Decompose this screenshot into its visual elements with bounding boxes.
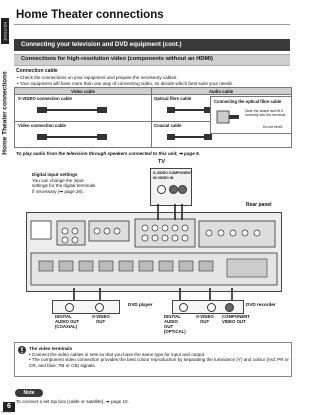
connection-cable-bullet: • Your equipment will have more than one way of connecting video, so decide which best suits your needs. [17,80,234,86]
language-tab [1,18,9,44]
table-header-video [15,88,151,95]
callout-title: Connecting the optical fibre cable [214,99,282,104]
table-divider [15,121,210,122]
tv-component-jack [178,185,187,194]
player-output-label: AUDIO OUT [55,319,80,324]
connection-cable-bullet: • Check the connections on your equipment and prepare the necessary cables. [17,75,178,80]
optical-plug-icon [215,107,243,129]
rear-panel-label: Rear panel [246,202,272,208]
recorder-component-label: COMPONENT [222,314,250,319]
callout-text: correctly into the terminal. [245,113,287,118]
video-terminals-heading: The video terminals [29,345,73,351]
table-cell: S-VIDEO connection cable [18,96,72,101]
video-terminals-box [14,342,292,377]
page-number-label: 6 [7,402,11,410]
table-header-label: Audio cable [208,88,234,94]
section-tab-label: Home Theater connections [1,71,9,155]
language-tab-label: ENGLISH [2,21,8,41]
title-divider [14,24,290,25]
tv-svideo-jack [157,185,166,194]
subsection-bar-label: Connections for high-resolution video (components without an HDMI) [21,56,213,62]
player-coaxial-jack [65,303,74,312]
info-icon [17,345,27,355]
dvd-player-unit [52,300,120,314]
dvd-recorder-unit [172,300,244,314]
tv-component-jack [169,185,178,194]
video-terminals-bullet: CR, and blue: PB or CB) signals. [29,362,96,368]
document-code: RQT7993 [1,411,12,414]
subsection-bar [14,54,290,66]
digital-settings-text: You can change the input [32,177,84,183]
optical-cable-image [167,105,212,115]
digital-settings-title: Digital input settings [32,172,78,177]
video-terminals-bullet: • The component video connection provides the best colour reproduction by separating the luminance (Y) and colour (red: PR or [29,357,289,362]
recorder-svideo-label: S-VIDEO [196,314,214,319]
connection-cable-heading: Connection cable [16,68,58,74]
tv-inputs-label: IN VIDEO IN [153,175,174,180]
dvd-recorder-label: DVD recorder [246,302,276,307]
tv-label: TV [158,159,166,165]
note-badge [15,389,43,397]
table-cell: Video connection cable [18,123,66,128]
recorder-output-label: AUDIO [164,319,178,324]
recorder-svideo-label: OUT [200,319,210,324]
note-label: Note [23,389,35,396]
callout-text: Note the shape and fit it [245,109,283,113]
recorder-component-label: VIDEO OUT [222,319,246,324]
player-svideo-jack [95,303,104,312]
video-cable-image [37,132,107,142]
recorder-output-label: (OPTICAL) [164,329,186,334]
svideo-cable-image [37,105,107,115]
player-svideo-label: S-VIDEO [92,314,110,319]
section-tab [0,58,10,168]
table-header-audio [151,88,291,95]
player-output-label: (COAXIAL) [55,324,78,329]
table-divider [151,88,152,147]
connection-lines [0,196,300,316]
callout-warning: Do not bend! [263,125,283,129]
table-cell: Coaxial cable [154,123,182,128]
video-terminals-bullet: • Connect the video cables in sets so that you have the same type for input and output. [29,351,206,357]
optical-callout [210,96,292,134]
table-header-label: Video cable [71,88,95,94]
player-svideo-label: OUT [96,319,106,324]
page-title: Home Theater connections [16,9,164,21]
recorder-output-label: OUT [164,324,174,329]
recorder-svideo-jack [207,303,216,312]
tv-inputs-label: S-VIDEO COMPONENT [153,171,193,175]
digital-settings-text: if necessary (➡ page 26). [32,188,84,194]
note-text: To connect a set top box (cable or satellite), ➡ page 10. [16,399,129,404]
recorder-component-jack [225,303,234,312]
recorder-output-label: DIGITAL [164,314,181,319]
coaxial-cable-image [167,132,212,142]
digital-settings-text: settings for the digital terminals [32,183,96,188]
player-output-label: DIGITAL [55,314,72,319]
recorder-optical-jack [179,303,188,312]
table-cell: Optical fibre cable [154,96,192,101]
instruction-text: To play audio from the television through speakers connected to this unit, ➡ page 9. [16,151,200,156]
dvd-player-label: DVD player [128,302,153,307]
section-bar [14,39,290,51]
section-bar-label: Connecting your television and DVD equipment (cont.) [21,40,182,48]
